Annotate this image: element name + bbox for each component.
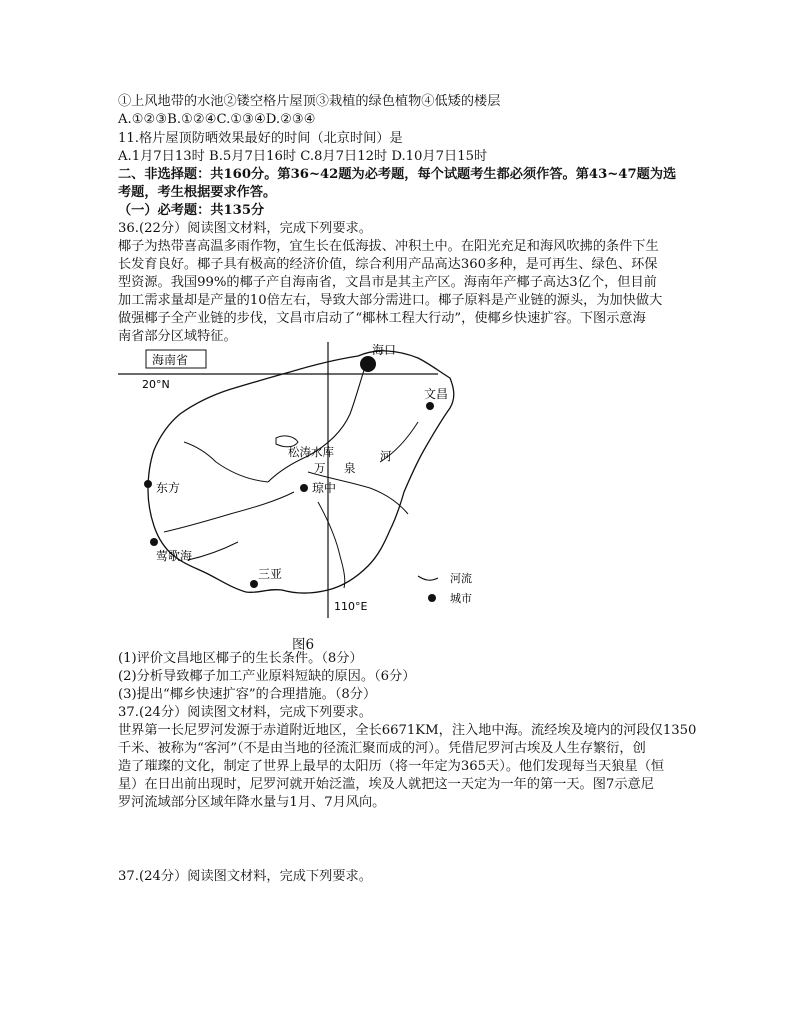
question-36-2: (2)分析导致椰子加工产业原料短缺的原因。（6分） [118,669,416,684]
river-tributary-2 [318,502,345,588]
city-wenchang-label: 文昌 [424,387,449,401]
paragraph-36-line1: 椰子为热带喜高温多雨作物，宜生长在低海拔、冲积土中。在阳光充足和海风吹拂的条件下生 [118,239,659,254]
city-dongfang-label: 东方 [156,481,181,495]
question-36-title: 36.(22分）阅读图文材料，完成下列要求。 [118,221,372,236]
city-sanya-marker [250,580,258,588]
island-coastline [148,351,454,593]
option-items-line: ①上风地带的水池②镂空格片屋顶③栽植的绿色植物④低矮的楼层 [118,94,501,109]
river-label-he: 河 [380,449,392,463]
section-heading-line1: 二、非选择题：共160分。第36~42题为必考题，每个试题考生都必须作答。第43~47题为选 [118,167,677,182]
province-label: 海南省 [152,353,189,367]
river-tributary-4 [188,542,238,560]
paragraph-36-line2: 长发育良好。椰子具有极高的经济价值，综合利用产品高达360多种，是可再生、绿色、环保 [118,257,658,272]
river-label-quan: 泉 [344,461,356,475]
question-11: 11.格片屋顶防晒效果最好的时间（北京时间）是 [118,131,403,146]
river-tributary-1 [184,442,268,482]
paragraph-36-line6: 南省部分区域特征。 [118,329,237,344]
city-qiongzhong-label: 琼中 [312,481,337,495]
longitude-label: 110°E [334,600,368,613]
paragraph-36-line5: 做强椰子全产业链的步伐，文昌市启动了“椰林工程大行动”，使椰乡快速扩容。下图示意海 [118,311,646,326]
paragraph-36-line4: 加工需求量却是产量的10倍左右，导致大部分需进口。椰子原料是产业链的源头，为加快做大 [118,293,663,308]
city-yinggehai-marker [150,538,158,546]
question-37-title-top: 37.(24分）阅读图文材料，完成下列要求。 [118,705,372,720]
legend-river-icon [418,576,438,580]
hainan-map [118,342,518,632]
city-dongfang-marker [144,480,152,488]
city-qiongzhong-marker [300,484,308,492]
paragraph-37-line1: 世界第一长尼罗河发源于赤道附近地区，全长6671KM，注入地中海。流经埃及境内的河段仅1350 [118,723,697,738]
paragraph-37-line5: 罗河流域部分区域年降水量与1月、7月风向。 [118,795,386,810]
paragraph-37-line4: 星）在日出前出现时，尼罗河就开始泛滥，埃及人就把这一天定为一年的第一天。图7示意尼 [118,777,654,792]
figure-caption: 图6 [292,637,315,653]
legend-city-label: 城市 [450,592,472,605]
city-sanya-label: 三亚 [258,567,283,581]
paragraph-37-line3: 造了璀璨的文化，制定了世界上最早的太阳历（将一年定为365天）。他们发现每当天狼星（恒 [118,759,665,774]
question-36-3: (3)提出“椰乡快速扩容”的合理措施。（8分） [118,687,377,702]
latitude-label: 20°N [142,378,170,391]
subsection-heading: （一）必考题：共135分 [118,203,265,218]
city-haikou-label: 海口 [372,343,397,357]
legend-city-icon [428,594,436,602]
city-yinggehai-label: 莺歌海 [156,549,193,563]
section-heading-line2: 考题，考生根据要求作答。 [118,185,277,200]
question-36-1: (1)评价文昌地区椰子的生长条件。（8分） [118,651,363,666]
city-wenchang-marker [426,402,434,410]
reservoir-label: 松涛水库 [288,445,334,459]
river-label-wan: 万 [314,461,326,475]
answer-choices-q11: A.1月7日13时 B.5月7日16时 C.8月7日12时 D.10月7日15时 [118,149,488,164]
river-changhua [164,492,294,532]
city-haikou-marker [360,356,376,372]
answer-choices-q10: A.①②③B.①②④C.①③④D.②③④ [118,112,316,127]
legend-river-label: 河流 [450,572,472,585]
paragraph-37-line2: 千米、被称为“客河”（不是由当地的径流汇聚而成的河）。凭借尼罗河古埃及人生存繁衍，创 [118,741,646,756]
paragraph-36-line3: 型资源。我国99%的椰子产自海南省，文昌市是其主产区。海南年产椰子高达3亿个，但目前 [118,275,657,290]
question-37-title-bottom: 37.(24分）阅读图文材料，完成下列要求。 [118,869,372,884]
